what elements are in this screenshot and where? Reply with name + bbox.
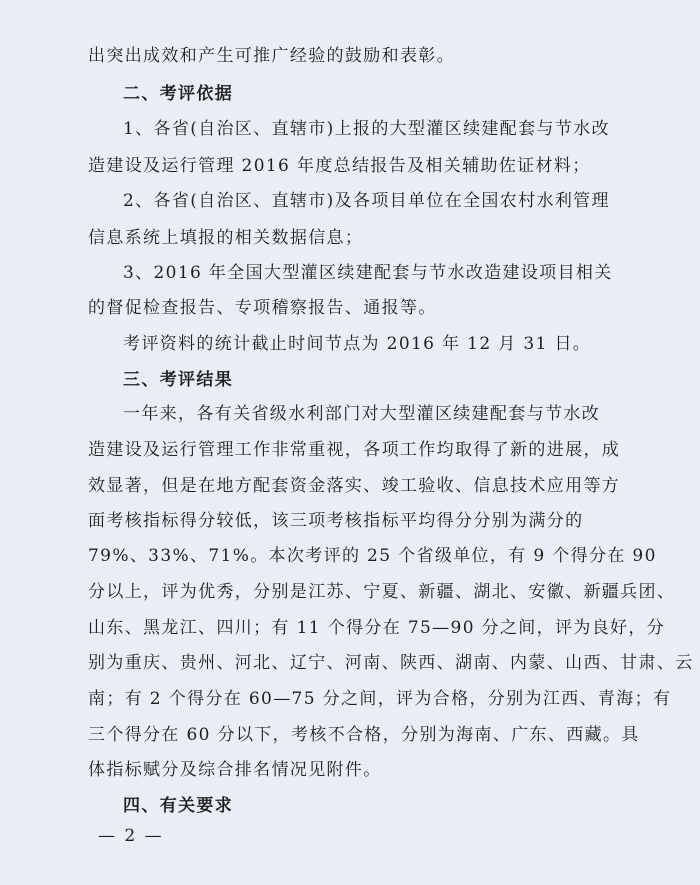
- paragraph-line: 考评资料的统计截止时间节点为 2016 年 12 月 31 日。: [123, 334, 592, 354]
- paragraph-line: 信息系统上填报的相关数据信息；: [88, 228, 364, 248]
- section-heading: 四、有关要求: [123, 796, 234, 816]
- paragraph-line: 效显著，但是在地方配套资金落实、竣工验收、信息技术应用等方: [88, 476, 621, 496]
- paragraph-line: 2、各省(自治区、直辖市)及各项目单位在全国农村水利管理: [123, 191, 610, 211]
- paragraph-line: 的督促检查报告、专项稽察报告、通报等。: [88, 298, 437, 318]
- section-heading: 二、考评依据: [123, 84, 234, 104]
- paragraph-line: 一年来，各有关省级水利部门对大型灌区续建配套与节水改: [123, 404, 601, 424]
- paragraph-line: 山东、黑龙江、四川；有 11 个得分在 75—90 分之间，评为良好，分: [88, 618, 666, 638]
- paragraph-line: 面考核指标得分较低，该三项考核指标平均得分分别为满分的: [88, 511, 584, 531]
- paragraph-line: 南；有 2 个得分在 60—75 分之间，评为合格，分别为江西、青海；有: [88, 689, 672, 709]
- paragraph-line: 造建设及运行管理工作非常重视，各项工作均取得了新的进展，成: [88, 440, 621, 460]
- paragraph-line: 79%、33%、71%。本次考评的 25 个省级单位，有 9 个得分在 90: [88, 546, 657, 566]
- paragraph-line: 1、各省(自治区、直辖市)上报的大型灌区续建配套与节水改: [123, 119, 610, 139]
- paragraph-line: 三个得分在 60 分以下，考核不合格，分别为海南、广东、西藏。具: [88, 725, 640, 745]
- paragraph-line: 3、2016 年全国大型灌区续建配套与节水改造建设项目相关: [123, 263, 613, 283]
- paragraph-line: 别为重庆、贵州、河北、辽宁、河南、陕西、湖南、内蒙、山西、甘肃、云: [88, 653, 694, 673]
- paragraph-line: 造建设及运行管理 2016 年度总结报告及相关辅助佐证材料；: [88, 156, 591, 176]
- section-heading: 三、考评结果: [123, 370, 234, 390]
- paragraph-line: 出突出成效和产生可推广经验的鼓励和表彰。: [88, 46, 455, 66]
- paragraph-line: 分以上，评为优秀，分别是江苏、宁夏、新疆、湖北、安徽、新疆兵团、: [88, 582, 676, 602]
- paragraph-line: 体指标赋分及综合排名情况见附件。: [88, 760, 382, 780]
- page-number: — 2 —: [98, 826, 164, 846]
